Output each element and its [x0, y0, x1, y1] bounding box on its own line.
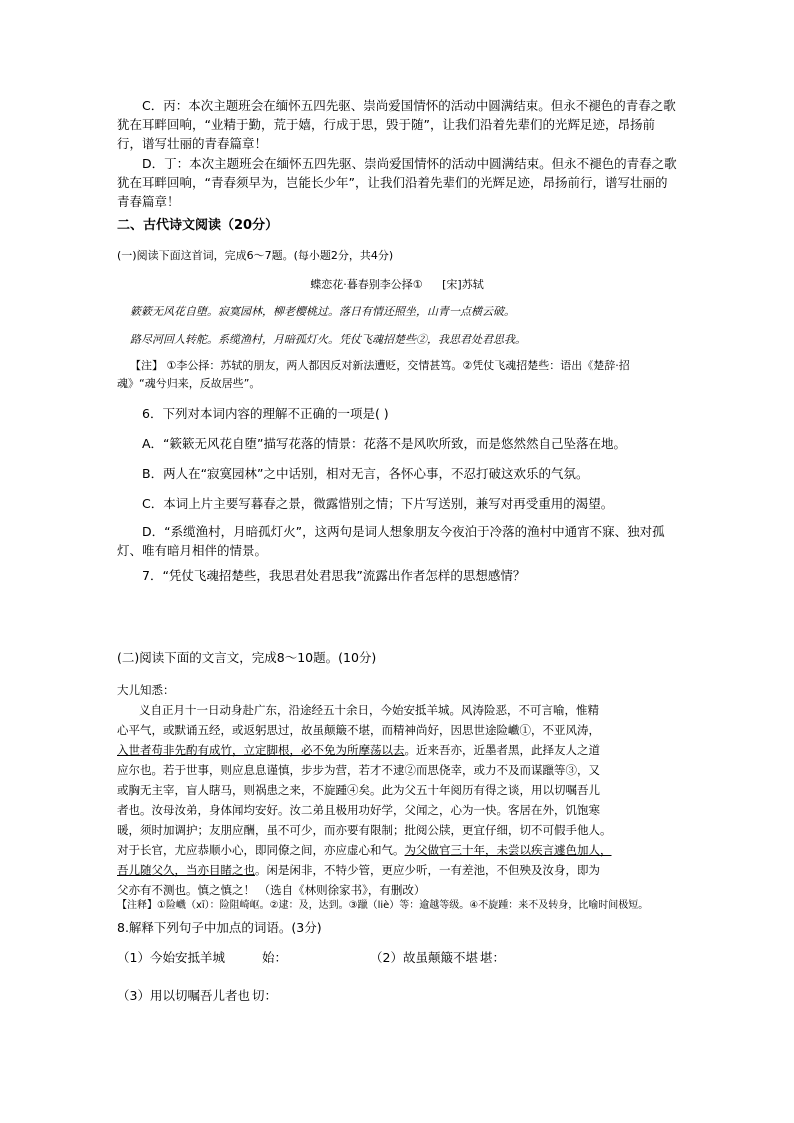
letter-line-10: 父亦有不测也。慎之慎之！ （选自《林则徐家书》，有删改）	[117, 883, 426, 897]
question-7: 7．“凭仗飞魂招楚些，我思君处君思我”流露出作者怎样的思想感情？	[142, 568, 526, 583]
part1-intro: (一)阅读下面这首词，完成6～7题。(每小题2分，共4分)	[117, 249, 394, 262]
part2-intro: (二)阅读下面的文言文，完成8～10题。(10分)	[117, 650, 377, 665]
question-6-option-a: A．“簌簌无风花自堕”描写花落的情景：花落不是风吹所致，而是悠然然自己坠落在地。	[142, 436, 627, 451]
question-6-option-d: D．“系缆渔村，月暗孤灯火”，这两句是词人想象朋友今夜泊于冷落的渔村中通宵不寐、独对孤灯、唯有暗月相伴的情景。	[117, 524, 665, 558]
question-6: 6．下列对本词内容的理解不正确的一项是( )	[142, 406, 389, 421]
section-heading: 二、古代诗文阅读（20分）	[117, 218, 279, 233]
question-6-option-c: C．本词上片主要写暮春之景，微露惜别之情；下片写送别，兼写对再受重用的渴望。	[142, 496, 614, 511]
letter-line-1: 义自正月十一日动身赴广东，沿途经五十余日，今始安抵羊城。风涛险恶，不可言喻，惟精	[139, 703, 599, 717]
letter-annotation: 【注释】①险巇（xī）：险阻崎岖。②逮：及，达到。③躐（liè）等：逾越等级。④不旋踵：来不及转身，比喻时间极短。	[117, 900, 649, 911]
poem-line-2: 路尽河回人转舵。系缆渔村，月暗孤灯火。凭仗飞魂招楚些②，我思君处君思我。	[130, 333, 526, 346]
poem-author: [宋]苏轼	[442, 278, 484, 291]
option-c: C．丙：本次主题班会在缅怀五四先驱、崇尚爱国情怀的活动中圆满结束。但永不褪色的青春之歌犹在耳畔回响，“业精于勤，荒于嬉，行成于思，毁于随”，让我们沿着先辈们的光辉足迹，昂扬前行，谱写壮丽的青春篇章！	[117, 98, 676, 151]
q8-item-3-word: 切：	[252, 988, 278, 1003]
letter-line-6: 者也。汝母汝弟，身体闻均安好。汝二弟且极用功好学，父闻之，心为一快。客居在外，饥饱寒	[117, 803, 600, 817]
poem-title-row	[117, 276, 677, 292]
question-6-option-b: B．两人在“寂寞园林”之中话别，相对无言，各怀心事，不忍打破这欢乐的气氛。	[142, 466, 589, 481]
q8-item-2: （2）故虽颠簸不堪	[370, 950, 478, 965]
letter-line-3: 入世者苟非先酌有成竹，立定脚根，必不免为所摩荡以去。近来吾亦，近墨者黑，此择友人之道	[117, 743, 600, 757]
letter-line-8: 对于长官，尤应恭顺小心，即同僚之间，亦应虚心和气。为父做官三十年，未尝以疾言遽色加人，	[117, 843, 612, 857]
option-d: D．丁：本次主题班会在缅怀五四先驱、崇尚爱国情怀的活动中圆满结束。但永不褪色的青春之歌犹在耳畔回响，“青春须早为，岂能长少年”，让我们沿着先辈们的光辉足迹，昂扬前行，谱写壮丽的青春篇章！	[117, 156, 677, 209]
underlined-sentence-2b: 吾儿随父久，当亦目睹之也	[117, 863, 255, 877]
underlined-sentence-1: 入世者苟非先酌有成竹，立定脚根，必不免为所摩荡以去	[117, 743, 405, 757]
q8-item-1-word: 始：	[262, 950, 288, 965]
underlined-sentence-2a: 为父做官三十年，未尝以疾言遽色加人，	[404, 843, 612, 857]
poem-note-line-1: 【注】 ①李公择：苏轼的朋友，两人都因反对新法遭贬，交情甚笃。②凭仗飞魂招楚些：语出《楚辞·招	[130, 359, 630, 372]
letter-line-2: 心平气，或默诵五经，或返躬思过，故虽颠簸不堪，而精神尚好，因思世途险巇①，不亚风涛，	[117, 723, 600, 737]
question-8-stem: 8.解释下列句子中加点的词语。(3分)	[117, 920, 322, 935]
letter-line-7: 暖，须时加调护；友朋应酬，虽不可少，而亦要有限制；批阅公牍，更宜仔细，切不可假手他人。	[117, 823, 612, 837]
poem-note-line-2: 魂》“魂兮归来，反故居些”。	[117, 377, 261, 390]
q8-item-3: （3）用以切嘱吾儿者也	[117, 988, 250, 1003]
poem-line-1: 簌簌无风花自堕。寂寞园林，柳老樱桃过。落日有情还照坐，山青一点横云破。	[130, 305, 515, 318]
q8-item-1: （1）今始安抵羊城	[117, 950, 225, 965]
letter-line-4: 应尔也。若于世事，则应息息谨慎，步步为营，若才不逮②而思侥幸，或力不及而谋躐等③，又	[117, 763, 600, 777]
letter-line-9: 吾儿随父久，当亦目睹之也。闲是闲非，不特少管，更应少听，一有差池，不但殃及汝身，即为	[117, 863, 600, 877]
letter-body	[117, 680, 677, 900]
poem-title: 蝶恋花·暮春别李公择①	[310, 278, 423, 291]
q8-item-2-word: 堪：	[480, 950, 506, 965]
letter-line-5: 或胸无主宰，盲人瞎马，则祸患之来，不旋踵④矣。此为父五十年阅历有得之谈，用以切嘱吾儿	[117, 783, 600, 797]
letter-salutation: 大儿知悉：	[117, 683, 175, 697]
